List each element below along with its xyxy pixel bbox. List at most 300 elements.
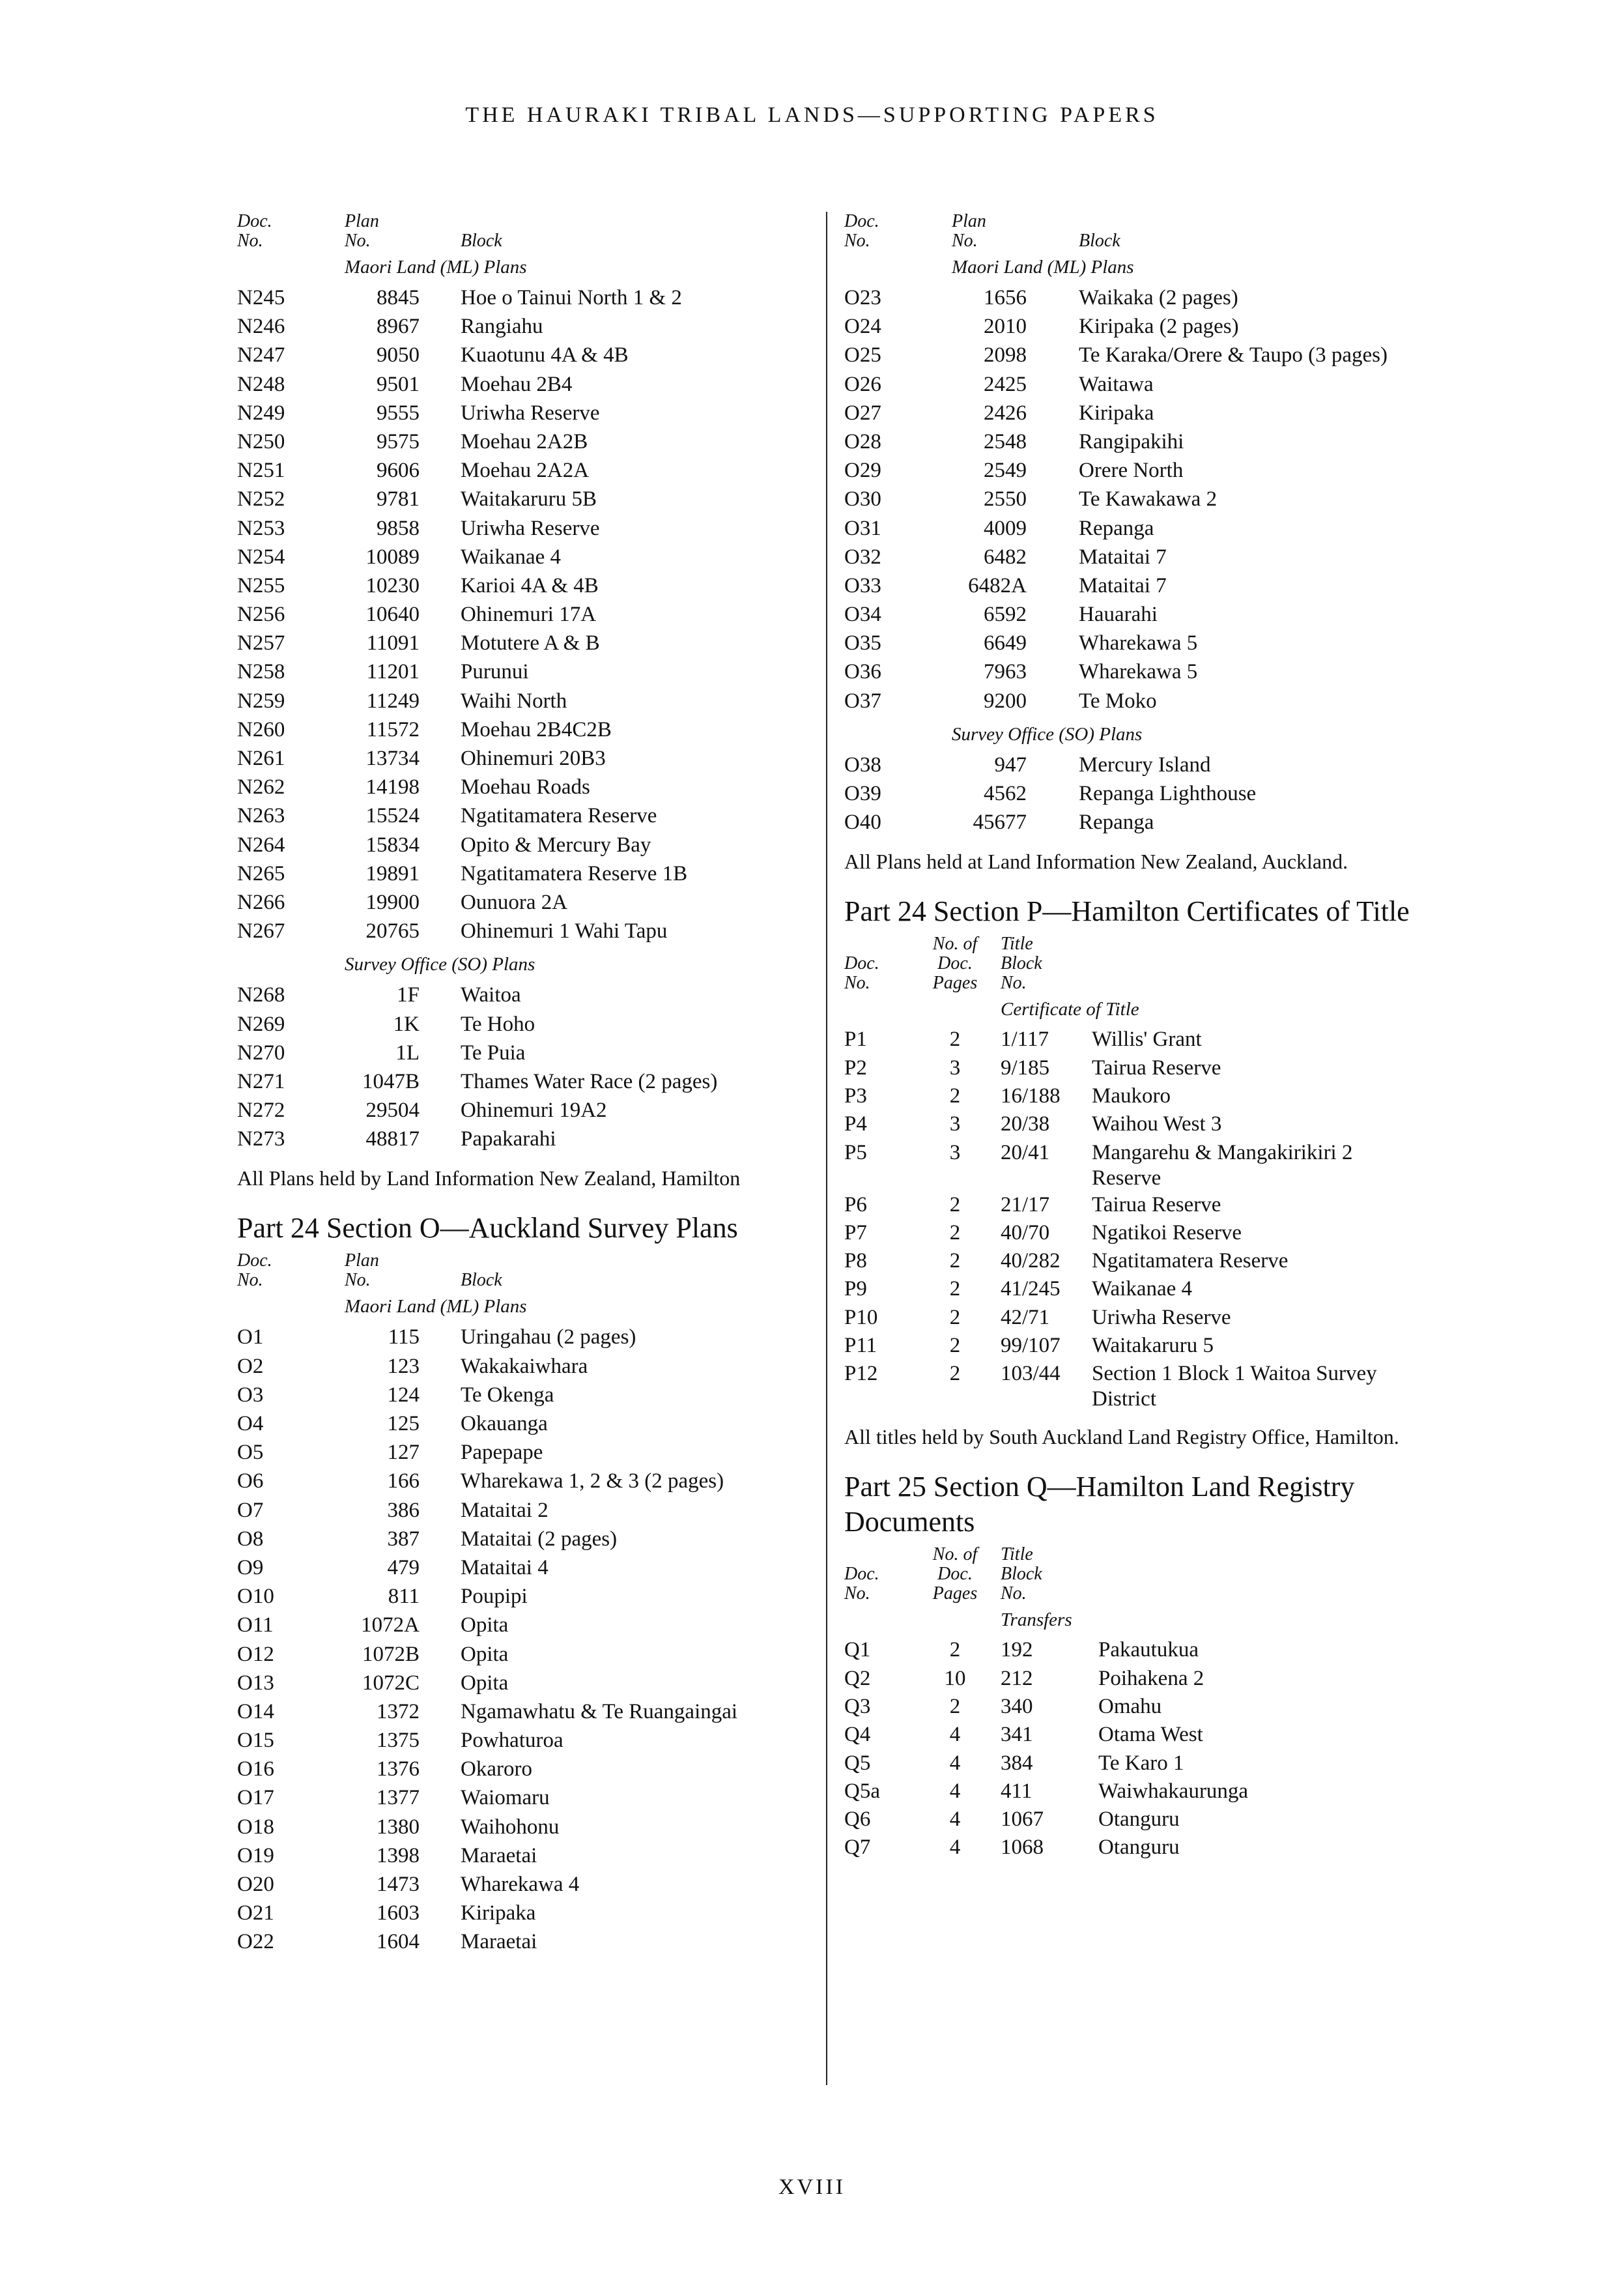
doc-number: O15 — [237, 1729, 274, 1753]
doc-number: N246 — [237, 315, 285, 339]
doc-number: Q7 — [844, 1836, 871, 1860]
block-name: Moehau 2B4 — [461, 372, 573, 396]
doc-number: O5 — [237, 1441, 264, 1465]
doc-number: O14 — [237, 1699, 274, 1723]
block-name: Tairua Reserve — [1092, 1192, 1221, 1216]
table-header — [844, 212, 1457, 251]
doc-number: P9 — [844, 1277, 867, 1301]
holding-note: All Plans held at Land Information New Zealand, Auckland. — [844, 850, 1348, 874]
doc-no-header: Doc. No. — [237, 1250, 272, 1291]
block-name: Mangarehu & Mangakirikiri 2 Reserve — [1092, 1140, 1353, 1190]
table-row — [237, 917, 810, 945]
title-block-number: 212 — [1001, 1666, 1033, 1690]
table-row — [237, 1010, 810, 1039]
block-name: Uringahau (2 pages) — [461, 1325, 636, 1349]
block-name: Ohinemuri 20B3 — [461, 747, 606, 770]
table-row — [237, 687, 810, 715]
plan-number: 9200 — [984, 689, 1027, 713]
doc-number: O31 — [844, 516, 881, 540]
doc-number: N249 — [237, 401, 285, 425]
table-header — [844, 1545, 1457, 1604]
doc-number: Q3 — [844, 1694, 871, 1718]
block-name: Te Puia — [461, 1041, 526, 1065]
block-name: Maukoro — [1092, 1084, 1171, 1108]
doc-number: N255 — [237, 573, 285, 597]
plan-number: 7963 — [984, 660, 1027, 684]
table-row — [844, 1360, 1457, 1412]
title-block-number: 341 — [1001, 1723, 1033, 1747]
block-name: Ngatitamatera Reserve — [1092, 1249, 1289, 1273]
doc-number: N264 — [237, 833, 285, 857]
block-name: Opito & Mercury Bay — [461, 833, 651, 857]
doc-number: N252 — [237, 487, 285, 511]
doc-number: N266 — [237, 890, 285, 914]
table-row — [237, 744, 810, 773]
block-name: Mataitai 4 — [461, 1555, 548, 1579]
block-name: Ngatitamatera Reserve 1B — [461, 861, 688, 885]
page-count: 2 — [949, 1362, 961, 1386]
table-row — [237, 514, 810, 543]
doc-number: N254 — [237, 545, 285, 569]
block-name: Wharekawa 1, 2 & 3 (2 pages) — [461, 1469, 724, 1493]
page-count: 2 — [949, 1334, 961, 1358]
block-name: Rangiahu — [461, 315, 543, 339]
plan-number: 9606 — [377, 459, 420, 483]
table-row — [237, 1582, 810, 1611]
doc-number: Q4 — [844, 1723, 871, 1747]
plan-number: 9050 — [377, 343, 420, 367]
table-row — [237, 981, 810, 1009]
title-block-number: 1068 — [1001, 1836, 1044, 1860]
block-name: Mataitai 2 — [461, 1498, 548, 1522]
page-count: 2 — [949, 1277, 961, 1301]
block-name: Otama West — [1098, 1723, 1203, 1747]
plan-number: 1375 — [377, 1729, 420, 1753]
doc-number: N250 — [237, 429, 285, 453]
table-row — [844, 571, 1457, 600]
page-count: 2 — [949, 1028, 961, 1052]
block-name: Pakautukua — [1098, 1638, 1199, 1662]
plan-number: 1072C — [362, 1671, 420, 1695]
doc-number: O24 — [844, 315, 881, 339]
title-block-number: 16/188 — [1001, 1084, 1061, 1108]
doc-number: O40 — [844, 811, 881, 835]
doc-number: N248 — [237, 372, 285, 396]
doc-number: P8 — [844, 1249, 867, 1273]
doc-number: N258 — [237, 660, 285, 684]
block-name: Poihakena 2 — [1098, 1666, 1204, 1690]
table-row — [237, 1467, 810, 1495]
page-count: 3 — [949, 1140, 961, 1164]
plan-number: 10640 — [365, 603, 420, 627]
table-row — [844, 1665, 1457, 1693]
doc-number: N251 — [237, 459, 285, 483]
doc-number: O6 — [237, 1469, 264, 1493]
block-name: Maraetai — [461, 1843, 537, 1867]
plan-number: 9501 — [377, 372, 420, 396]
block-name: Kiripaka — [461, 1901, 536, 1925]
table-header — [237, 212, 810, 251]
doc-number: N270 — [237, 1041, 285, 1065]
doc-no-header: Doc. No. — [844, 953, 879, 994]
table-row — [844, 808, 1457, 837]
block-name: Moehau Roads — [461, 775, 590, 799]
table-row — [844, 543, 1457, 571]
plan-number: 1047B — [362, 1069, 420, 1093]
plan-number: 6482 — [984, 545, 1027, 569]
block-name: Purunui — [461, 660, 529, 684]
table-row — [237, 801, 810, 830]
plan-number: 2549 — [984, 459, 1027, 483]
table-row — [237, 1697, 810, 1726]
plan-number: 9858 — [377, 516, 420, 540]
block-name: Poupipi — [461, 1585, 528, 1609]
plan-no-header: Plan No. — [952, 211, 986, 251]
plan-number: 127 — [387, 1441, 420, 1465]
table-row — [237, 1927, 810, 1956]
doc-number: P1 — [844, 1028, 867, 1052]
page-count: 2 — [949, 1249, 961, 1273]
block-name: Papepape — [461, 1441, 543, 1465]
plan-number: 1L — [395, 1041, 420, 1065]
doc-number: O11 — [237, 1613, 274, 1637]
plan-number: 166 — [387, 1469, 420, 1493]
doc-number: N273 — [237, 1127, 285, 1151]
block-name: Ohinemuri 1 Wahi Tapu — [461, 919, 668, 943]
doc-number: O8 — [237, 1527, 264, 1551]
table-row — [237, 399, 810, 427]
plan-number: 124 — [387, 1383, 420, 1407]
block-name: Ohinemuri 19A2 — [461, 1099, 607, 1123]
doc-number: O36 — [844, 660, 881, 684]
so-plans-subheading: Survey Office (SO) Plans — [345, 954, 535, 975]
table-row — [237, 456, 810, 485]
table-row — [237, 341, 810, 369]
page-count: 4 — [949, 1751, 961, 1775]
q-list — [844, 1636, 1457, 1862]
table-row — [844, 779, 1457, 808]
plan-number: 11091 — [366, 631, 420, 655]
plan-number: 4562 — [984, 782, 1027, 805]
plan-number: 1656 — [984, 286, 1027, 310]
doc-number: O27 — [844, 401, 881, 425]
doc-number: Q5a — [844, 1779, 880, 1803]
block-name: Repanga — [1079, 811, 1154, 835]
block-name: Moehau 2B4C2B — [461, 717, 612, 741]
block-name: Omahu — [1098, 1694, 1162, 1718]
doc-no-header: Doc. No. — [237, 211, 272, 251]
table-row — [844, 283, 1457, 312]
so-plans-subheading: Survey Office (SO) Plans — [952, 723, 1143, 745]
table-row — [237, 629, 810, 657]
doc-number: N263 — [237, 804, 285, 828]
title-block-header: Title Block No. — [1001, 934, 1042, 994]
table-row — [237, 1669, 810, 1697]
table-row — [844, 751, 1457, 779]
title-block-number: 103/44 — [1001, 1362, 1061, 1386]
table-row — [237, 1409, 810, 1438]
so-plans-list — [237, 981, 810, 1153]
table-row — [844, 1054, 1457, 1082]
block-name: Uriwha Reserve — [1092, 1305, 1231, 1329]
table-row — [844, 1247, 1457, 1275]
table-row — [237, 1067, 810, 1096]
ml-plans-subheading: Maori Land (ML) Plans — [952, 257, 1134, 278]
table-row — [237, 715, 810, 744]
table-row — [237, 831, 810, 859]
doc-number: P3 — [844, 1084, 867, 1108]
plan-number: 6649 — [984, 631, 1027, 655]
table-row — [844, 1778, 1457, 1806]
doc-number: N268 — [237, 983, 285, 1007]
table-row — [844, 312, 1457, 341]
plan-number: 13734 — [365, 747, 420, 770]
doc-number: P2 — [844, 1056, 867, 1080]
plan-number: 1603 — [377, 1901, 420, 1925]
ml-plans-subheading: Maori Land (ML) Plans — [345, 257, 527, 278]
table-row — [237, 1841, 810, 1870]
page-count: 4 — [949, 1836, 961, 1860]
block-name: Te Hoho — [461, 1012, 535, 1036]
table-header — [237, 1251, 810, 1290]
page-count: 2 — [949, 1694, 961, 1718]
doc-number: O3 — [237, 1383, 264, 1407]
plan-number: 123 — [387, 1354, 420, 1378]
table-row — [844, 1636, 1457, 1664]
table-row — [237, 485, 810, 513]
doc-number: Q6 — [844, 1807, 871, 1832]
plan-number: 45677 — [973, 811, 1027, 835]
doc-number: O18 — [237, 1815, 274, 1839]
plan-number: 10089 — [365, 545, 420, 569]
block-name: Motutere A & B — [461, 631, 600, 655]
block-name: Uriwha Reserve — [461, 516, 600, 540]
plan-number: 4009 — [984, 516, 1027, 540]
block-name: Repanga Lighthouse — [1079, 782, 1257, 805]
block-name: Wakakaiwhara — [461, 1354, 588, 1378]
page-count: 2 — [949, 1084, 961, 1108]
table-row — [237, 1039, 810, 1067]
block-name: Te Kawakawa 2 — [1079, 487, 1218, 511]
block-name: Okauanga — [461, 1412, 548, 1435]
plan-number: 15834 — [365, 833, 420, 857]
title-block-number: 9/185 — [1001, 1056, 1050, 1080]
block-header: Block — [461, 231, 502, 251]
plan-number: 1072B — [362, 1642, 420, 1666]
table-row — [237, 1611, 810, 1639]
doc-number: N267 — [237, 919, 285, 943]
doc-number: O28 — [844, 429, 881, 453]
title-block-number: 40/70 — [1001, 1220, 1050, 1245]
doc-number: O19 — [237, 1843, 274, 1867]
table-row — [237, 1352, 810, 1381]
block-name: Waiomaru — [461, 1786, 550, 1810]
table-row — [237, 571, 810, 600]
table-row — [237, 657, 810, 686]
plan-number: 9781 — [377, 487, 420, 511]
o-plans-list — [237, 1323, 810, 1956]
plan-number: 125 — [387, 1412, 420, 1435]
title-block-header: Title Block No. — [1001, 1544, 1042, 1604]
plan-number: 115 — [388, 1325, 420, 1349]
table-row — [844, 1110, 1457, 1138]
table-row — [237, 1870, 810, 1899]
ml-plans-list — [237, 283, 810, 945]
doc-number: N245 — [237, 286, 285, 310]
table-row — [844, 1806, 1457, 1834]
block-name: Ngatitamatera Reserve — [461, 804, 657, 828]
doc-number: P11 — [844, 1334, 877, 1358]
table-row — [844, 427, 1457, 456]
doc-number: O25 — [844, 343, 881, 367]
block-name: Thames Water Race (2 pages) — [461, 1069, 718, 1093]
block-name: Waitoa — [461, 983, 521, 1007]
block-name: Te Karo 1 — [1098, 1751, 1184, 1775]
plan-number: 2010 — [984, 315, 1027, 339]
table-row — [237, 1899, 810, 1927]
title-block-number: 192 — [1001, 1638, 1033, 1662]
block-name: Opita — [461, 1671, 509, 1695]
running-head: THE HAURAKI TRIBAL LANDS—SUPPORTING PAPERS — [465, 103, 1159, 127]
block-name: Waikaka (2 pages) — [1079, 286, 1238, 310]
plan-number: 10230 — [365, 573, 420, 597]
table-row — [237, 1813, 810, 1841]
doc-number: O22 — [237, 1930, 274, 1954]
doc-number: P4 — [844, 1112, 867, 1136]
block-name: Repanga — [1079, 516, 1154, 540]
doc-number: O10 — [237, 1585, 274, 1609]
block-name: Mercury Island — [1079, 753, 1211, 777]
plan-number: 1376 — [377, 1757, 420, 1781]
block-header: Block — [461, 1270, 502, 1291]
block-name: Uriwha Reserve — [461, 401, 600, 425]
plan-number: 29504 — [365, 1099, 420, 1123]
doc-number: N269 — [237, 1012, 285, 1036]
table-row — [844, 1693, 1457, 1721]
table-row — [237, 1323, 810, 1351]
doc-number: P7 — [844, 1220, 867, 1245]
block-name: Waihohonu — [461, 1815, 560, 1839]
block-name: Tairua Reserve — [1092, 1056, 1221, 1080]
block-name: Hauarahi — [1079, 603, 1158, 627]
table-row — [237, 859, 810, 888]
section-q-title: Part 25 Section Q—Hamilton Land Registry Documents — [844, 1471, 1355, 1538]
block-name: Moehau 2A2B — [461, 429, 588, 453]
plan-number: 1380 — [377, 1815, 420, 1839]
doc-number: N253 — [237, 516, 285, 540]
doc-number: N272 — [237, 1099, 285, 1123]
title-block-number: 384 — [1001, 1751, 1033, 1775]
block-name: Waihou West 3 — [1092, 1112, 1222, 1136]
table-row — [237, 773, 810, 801]
block-name: Te Karaka/Orere & Taupo (3 pages) — [1079, 343, 1388, 367]
plan-number: 479 — [387, 1555, 420, 1579]
plan-number: 387 — [387, 1527, 420, 1551]
table-row — [844, 600, 1457, 629]
block-name: Opita — [461, 1642, 509, 1666]
page-count: 2 — [949, 1192, 961, 1216]
plan-no-header: Plan No. — [345, 1250, 379, 1291]
title-block-number: 41/245 — [1001, 1277, 1061, 1301]
table-row — [844, 1191, 1457, 1219]
block-name: Ohinemuri 17A — [461, 603, 597, 627]
table-row — [237, 888, 810, 917]
pages-header: No. of Doc. Pages — [932, 1544, 978, 1604]
block-name: Maraetai — [461, 1930, 537, 1954]
plan-number: 14198 — [365, 775, 420, 799]
block-name: Rangipakihi — [1079, 429, 1184, 453]
doc-number: N259 — [237, 689, 285, 713]
page-count: 4 — [949, 1807, 961, 1832]
doc-no-header: Doc. No. — [844, 211, 879, 251]
plan-number: 48817 — [365, 1127, 420, 1151]
table-row — [844, 1082, 1457, 1110]
block-name: Waitakaruru 5B — [461, 487, 597, 511]
plan-number: 11201 — [366, 660, 420, 684]
section-o-title: Part 24 Section O—Auckland Survey Plans — [237, 1212, 738, 1245]
so-plans-list — [844, 751, 1457, 837]
doc-number: O20 — [237, 1873, 274, 1896]
doc-number: O12 — [237, 1642, 274, 1666]
title-block-number: 42/71 — [1001, 1305, 1050, 1329]
plan-number: 6592 — [984, 603, 1027, 627]
table-row — [844, 1219, 1457, 1247]
plan-number: 386 — [387, 1498, 420, 1522]
block-name: Moehau 2A2A — [461, 459, 590, 483]
block-name: Orere North — [1079, 459, 1184, 483]
doc-number: P10 — [844, 1305, 878, 1329]
title-block-number: 411 — [1001, 1779, 1033, 1803]
plan-number: 1F — [397, 983, 420, 1007]
doc-number: O23 — [844, 286, 881, 310]
table-row — [844, 341, 1457, 369]
page-count: 4 — [949, 1723, 961, 1747]
table-row — [237, 1525, 810, 1553]
block-name: Te Okenga — [461, 1383, 554, 1407]
title-block-number: 21/17 — [1001, 1192, 1050, 1216]
plan-number: 20765 — [365, 919, 420, 943]
block-name: Te Moko — [1079, 689, 1157, 713]
plan-number: 2550 — [984, 487, 1027, 511]
table-row — [237, 1783, 810, 1812]
plan-number: 11572 — [366, 717, 420, 741]
plan-number: 811 — [388, 1585, 420, 1609]
page-count: 10 — [944, 1666, 966, 1690]
block-name: Waihi North — [461, 689, 567, 713]
doc-number: O13 — [237, 1671, 274, 1695]
doc-number: O9 — [237, 1555, 264, 1579]
title-block-number: 20/41 — [1001, 1140, 1050, 1164]
block-name: Waitawa — [1079, 372, 1154, 396]
table-row — [844, 514, 1457, 543]
transfers-subheading: Transfers — [1001, 1609, 1072, 1631]
table-row — [844, 399, 1457, 427]
block-name: Wharekawa 4 — [461, 1873, 580, 1896]
block-name: Ngamawhatu & Te Ruangaingai — [461, 1699, 738, 1723]
doc-number: N265 — [237, 861, 285, 885]
doc-number: O16 — [237, 1757, 274, 1781]
table-row — [844, 629, 1457, 657]
block-name: Mataitai 7 — [1079, 573, 1167, 597]
table-row — [237, 1381, 810, 1409]
plan-number: 2426 — [984, 401, 1027, 425]
table-row — [237, 1125, 810, 1153]
table-row — [844, 657, 1457, 686]
doc-number: O4 — [237, 1412, 264, 1435]
block-name: Karioi 4A & 4B — [461, 573, 599, 597]
plan-number: 11249 — [366, 689, 420, 713]
doc-number: P12 — [844, 1362, 878, 1386]
